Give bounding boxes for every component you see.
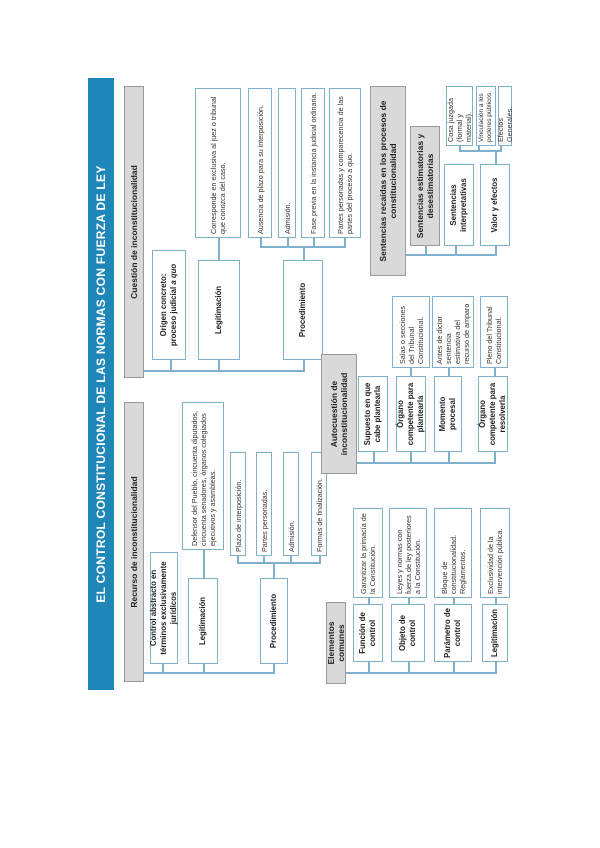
connector: [495, 246, 497, 256]
connector: [144, 673, 274, 675]
connector: [495, 598, 497, 604]
connector: [495, 662, 497, 674]
connector: [319, 556, 321, 564]
cuestion-origen-box: [152, 250, 186, 360]
connector: [500, 146, 502, 152]
connector: [263, 556, 265, 564]
recurso-header: Recurso de inconstitucionalidad: [124, 402, 144, 682]
cuestion-header: Cuestión de inconstitucionalidad: [124, 86, 144, 378]
autocuestion-supuesto-box: Supuesto en que cabe plantearla: [358, 376, 388, 452]
recurso-legitimacion-text: Defensor del Pueblo, cincuenta diputados, cincuenta senadores, órganos colegiados ejecutivos y asambleas.: [182, 402, 224, 550]
connector: [455, 246, 457, 256]
comunes-legitimacion-box: Legitimación: [482, 604, 508, 662]
comunes-objeto-text: Leyes y normas con fuerza de ley posteriores a la Constitución.: [389, 508, 427, 598]
connector: [162, 664, 164, 674]
connector: [303, 248, 305, 260]
connector: [357, 463, 495, 465]
connector: [260, 247, 345, 249]
connector: [218, 238, 220, 260]
cuestion-proc-item: Admisión.: [278, 88, 296, 238]
connector: [410, 452, 412, 464]
connector: [494, 452, 496, 464]
autocuestion-organo-resolver-text: Pleno del Tribunal Constitucional.: [480, 296, 508, 368]
connector: [344, 238, 346, 248]
connector: [260, 238, 262, 248]
sentencias-estimatorias-box: Sentencias estimatorias y desestimatorias: [410, 126, 440, 246]
connector: [313, 238, 315, 248]
connector: [287, 238, 289, 248]
autocuestion-organo-plantear-text: Salas o secciones del Tribunal Constitucional.: [392, 296, 430, 368]
connector: [448, 368, 450, 376]
sentencias-header: Sentencias recaídas en los procesos de constitucionalidad: [370, 86, 406, 276]
cuestion-legitimacion-box: Legitimación: [198, 260, 240, 360]
connector: [368, 662, 370, 674]
cuestion-proc-item: Ausencia de plazo para su interposición.: [248, 88, 272, 238]
recurso-proc-item: Admisión.: [283, 452, 299, 556]
autocuestion-momento-box: Momento procesal: [434, 376, 462, 452]
cuestion-origen-line2: [169, 264, 179, 346]
connector: [237, 556, 239, 564]
comunes-parametro-text: Bloque de constitucionalidad. Reglamentos.: [434, 508, 472, 598]
autocuestion-organo-plantear-box: Órgano competente para plantearla: [396, 376, 426, 452]
cuestion-legitimacion-text: Corresponde en exclusiva al juez o tribunal que conozca del caso.: [195, 88, 241, 238]
sentencias-efecto-item: Vinculación a los poderes públicos.: [476, 86, 496, 146]
cuestion-proc-item: Partes personadas y comparecencia de las partes del proceso a quo.: [329, 88, 361, 238]
connector: [494, 368, 496, 376]
autocuestion-organo-resolver-box: Órgano competente para resolverla: [478, 376, 508, 452]
main-title: EL CONTROL CONSTITUCIONAL DE LAS NORMAS CON FUERZA DE LEY: [88, 78, 114, 690]
rotated-diagram: [88, 78, 512, 690]
connector: [406, 255, 496, 257]
sentencias-valor-box: Valor y efectos: [480, 164, 510, 246]
connector: [368, 598, 370, 604]
autocuestion-header: Autocuestión de inconstitucionalidad: [321, 354, 357, 474]
connector: [144, 371, 304, 373]
recurso-proc-item: Partes personadas.: [256, 452, 272, 556]
cuestion-origen-b: proceso judicial: [169, 284, 178, 347]
connector: [495, 152, 497, 164]
comunes-header: Elementos comunes: [326, 602, 346, 684]
comunes-parametro-box: Parámetro de control: [434, 604, 472, 662]
connector: [273, 664, 275, 674]
connector: [408, 662, 410, 674]
connector: [448, 452, 450, 464]
recurso-proc-item: Plazo de interposición.: [230, 452, 246, 556]
recurso-proc-item: Formas de finalización.: [311, 452, 327, 556]
cuestion-origen-line1: Origen concreto:: [159, 273, 169, 337]
cuestion-origen-c: a quo: [169, 263, 178, 285]
connector: [303, 360, 305, 372]
connector: [478, 146, 480, 152]
cuestion-procedimiento-box: Procedimiento: [283, 260, 323, 360]
connector: [290, 556, 292, 564]
connector: [425, 246, 427, 256]
connector: [459, 151, 501, 153]
connector: [410, 368, 412, 376]
recurso-legitimacion-box: Legitimación: [188, 578, 218, 664]
recurso-control-box: Control abstracto en términos exclusivamente jurídicos: [150, 552, 178, 664]
connector: [170, 360, 172, 372]
connector: [373, 452, 375, 464]
recurso-procedimiento-box: Procedimiento: [260, 578, 288, 664]
comunes-objeto-box: Objeto de control: [391, 604, 425, 662]
connector: [203, 550, 205, 578]
comunes-funcion-box: Función de control: [353, 604, 383, 662]
sentencias-efecto-item: Cosa juzgada (formal y material).: [446, 86, 473, 146]
connector: [237, 563, 320, 565]
connector: [203, 664, 205, 674]
sentencias-interpretativas-box: Sentencias interpretativas: [444, 164, 474, 246]
connector: [408, 598, 410, 604]
connector: [453, 598, 455, 604]
sentencias-efecto-item: Efectos Generales.: [498, 86, 512, 146]
comunes-legitimacion-text: Exclusividad de la intervención pública.: [480, 508, 510, 598]
comunes-funcion-text: Garantizar la primacía de la Constitución.: [353, 508, 383, 598]
autocuestion-momento-text: Antes de dictar sentencia estimativa del recurso de amparo: [432, 296, 474, 368]
connector: [218, 360, 220, 372]
connector: [459, 146, 461, 152]
connector: [453, 662, 455, 674]
cuestion-proc-item: Fase previa en la instancia judicial ordinaria.: [301, 88, 325, 238]
connector: [273, 564, 275, 578]
